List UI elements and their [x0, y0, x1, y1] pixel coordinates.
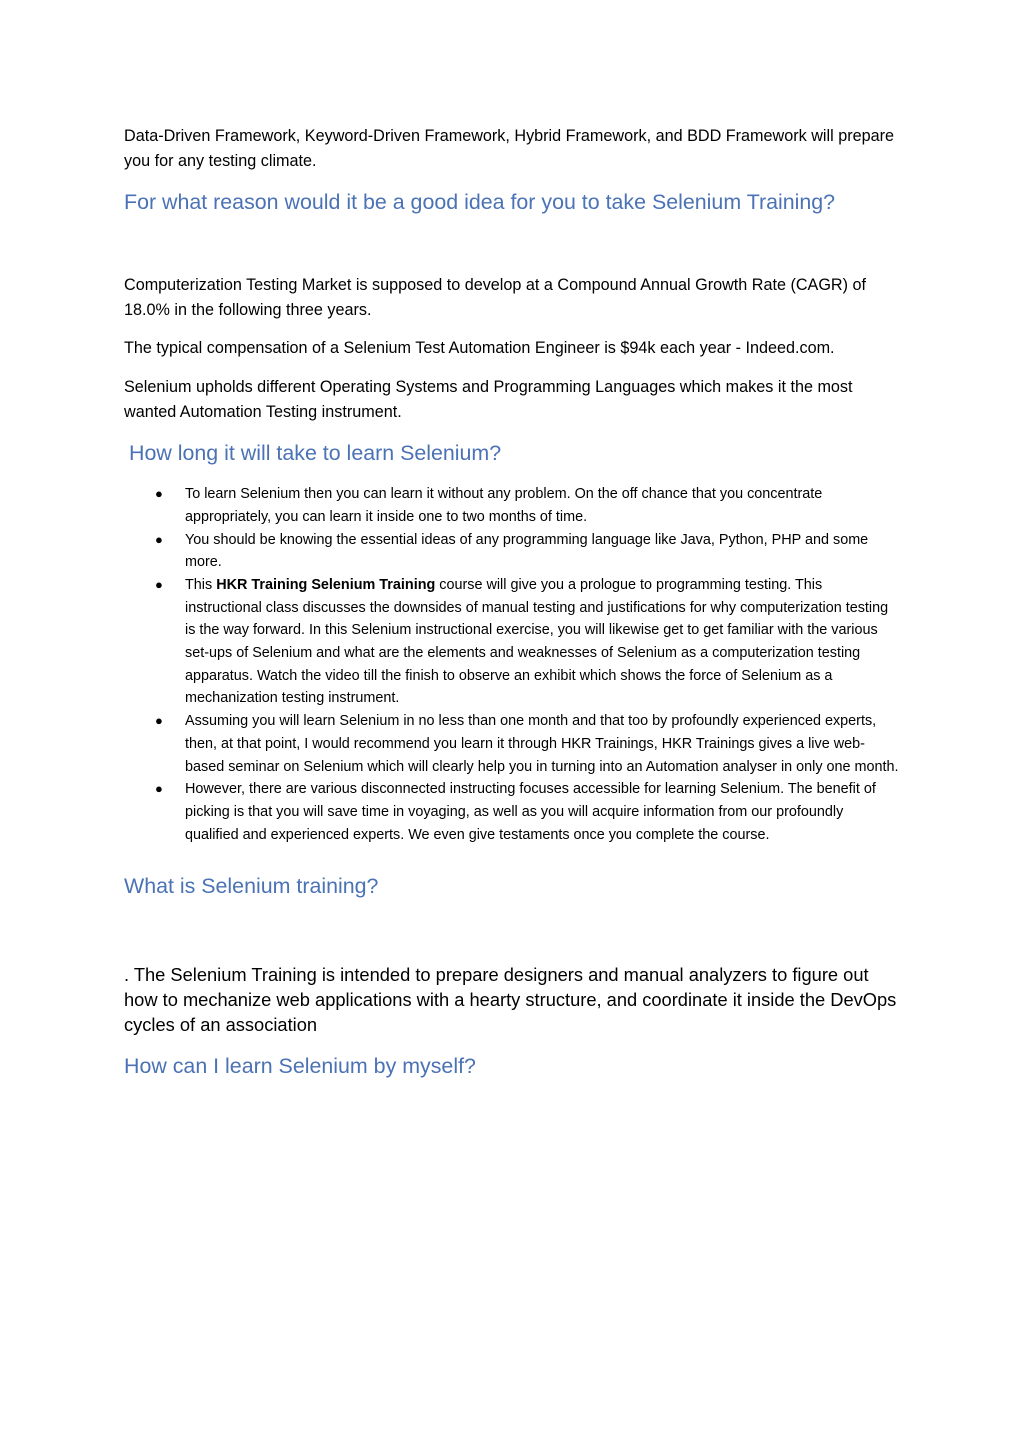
list-item-text: To learn Selenium then you can learn it without any problem. On the off chance that you concentrate appropriately, you can learn it inside one to two months of time.: [185, 486, 823, 525]
market-growth-paragraph: Computerization Testing Market is supposed to develop at a Compound Annual Growth Rate (CAGR) of 18.0% in the following three years.: [124, 276, 867, 319]
bullet-icon: ●: [155, 486, 163, 502]
list-item: [124, 483, 900, 528]
bullet-icon: ●: [155, 781, 163, 797]
list-item-text: Assuming you will learn Selenium in no less than one month and that too by profoundly experienced experts, then, at that point, I would recommend you learn it through HKR Trainings, HKR Trainings gives a live web-based seminar on Selenium which will clearly help you in turning into an Automation analyser in only one month.: [185, 713, 899, 775]
bullet-icon: ●: [155, 713, 163, 729]
section-heading-self-learning: How can I learn Selenium by myself?: [124, 1054, 476, 1079]
list-item: [124, 574, 900, 710]
list-item-text: You should be knowing the essential ideas of any programming language like Java, Python, PHP and some more.: [185, 531, 869, 571]
document-page: [124, 124, 900, 1080]
intro-paragraph: Data-Driven Framework, Keyword-Driven Framework, Hybrid Framework, and BDD Framework will prepare you for any testing climate.: [124, 127, 894, 170]
list-item-text: However, there are various disconnected instructing focuses accessible for learning Selenium. The benefit of picking is that you will save time in voyaging, as well as you will acquire information from our profoundly qualified and experienced experts. We even give testaments once you complete the course.: [185, 781, 876, 843]
list-item-text: course will give you a prologue to programming testing. This instructional class discusses the downsides of manual testing and justifications for why computerization testing is the way forward. In this Selenium instructional exercise, you will likewise get to get familiar with the various set-ups of Selenium and what are the elements and weaknesses of Selenium as a computerization testing apparatus. Watch the video till the finish to observe an exhibit which shows the force of Selenium as a mechanization testing instrument.: [185, 576, 889, 707]
course-name: HKR Training Selenium Training: [216, 576, 436, 593]
list-item-prefix: This: [185, 576, 217, 593]
training-description-paragraph: . The Selenium Training is intended to prepare designers and manual analyzers to figure out how to mechanize web applications with a hearty structure, and coordinate it inside the DevOps cycles of an association: [124, 964, 897, 1036]
section-heading-learning-time: How long it will take to learn Selenium?: [129, 441, 502, 466]
bullet-icon: ●: [155, 531, 163, 547]
learning-time-list: [124, 483, 900, 846]
section-heading-selenium-training: What is Selenium training?: [124, 874, 379, 899]
section-heading-why-training: For what reason would it be a good idea for you to take Selenium Training?: [124, 190, 836, 215]
bullet-icon: ●: [155, 576, 163, 592]
salary-paragraph: The typical compensation of a Selenium Test Automation Engineer is $94k each year - Indeed.com.: [124, 339, 835, 358]
list-item: [124, 529, 900, 574]
selenium-support-paragraph: Selenium upholds different Operating Systems and Programming Languages which makes it the most wanted Automation Testing instrument.: [124, 377, 853, 421]
list-item: [124, 778, 900, 846]
list-item: [124, 710, 900, 778]
